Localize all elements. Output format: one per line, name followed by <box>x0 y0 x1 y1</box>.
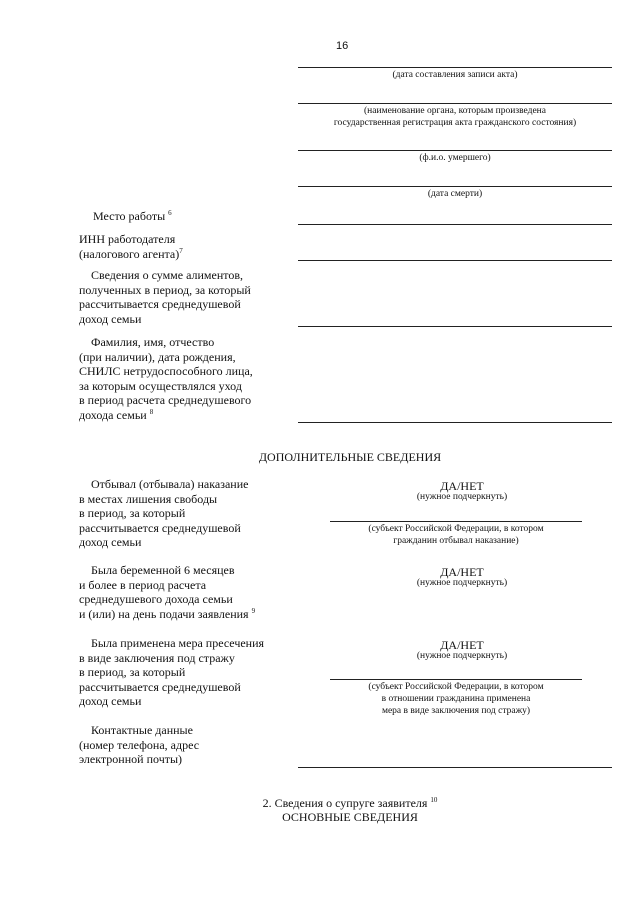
detention-caption-line1: (субъект Российской Федерации, в котором <box>368 682 544 692</box>
alimony-label: Сведения о сумме алиментов, полученных в период, за который рассчитывается среднедушевой доход семьи <box>79 268 251 326</box>
footnote-9: 9 <box>251 606 256 615</box>
prison-caption-line1: (субъект Российской Федерации, в котором <box>368 524 544 534</box>
death-date-caption: (дата смерти) <box>427 189 483 199</box>
footnote-6: 6 <box>168 209 172 217</box>
detention-yes-no[interactable]: ДА/НЕТ <box>440 638 484 652</box>
footnote-7: 7 <box>179 246 183 255</box>
prison-region-field[interactable] <box>330 521 582 522</box>
authority-caption-line1: (наименование органа, которым произведена <box>364 106 546 116</box>
act-date-caption: (дата составления записи акта) <box>392 70 518 80</box>
alimony-field[interactable] <box>298 326 612 327</box>
deceased-name-line <box>298 150 612 151</box>
act-date-line <box>298 67 612 68</box>
employer-inn-field[interactable] <box>298 260 612 261</box>
section2-subtitle: ОСНОВНЫЕ СВЕДЕНИЯ <box>282 810 418 824</box>
contacts-label: Контактные данные (номер телефона, адрес электронной почты) <box>79 723 200 766</box>
detention-label: Была применена мера пресечения в виде заключения под стражу в период, за который рассчитывается среднедушевой доход семьи <box>79 636 265 708</box>
additional-heading: ДОПОЛНИТЕЛЬНЫЕ СВЕДЕНИЯ <box>258 450 442 464</box>
authority-line <box>298 103 612 104</box>
prison-caption-line2: гражданин отбывал наказание) <box>393 536 519 546</box>
prison-hint: (нужное подчеркнуть) <box>416 492 508 502</box>
workplace-field[interactable] <box>298 224 612 225</box>
prison-label: Отбывал (отбывала) наказание в местах лишения свободы в период, за который рассчитывается среднедушевой доход семьи <box>79 477 249 549</box>
care-label: Фамилия, имя, отчество (при наличии), дата рождения, СНИЛС нетрудоспособного лица, за которым осуществлялся уход в период расчета среднедушевого дохода семьи $^8$ <box>79 335 253 422</box>
care-field[interactable] <box>298 422 612 423</box>
contacts-field[interactable] <box>298 767 612 768</box>
detention-region-field[interactable] <box>330 679 582 680</box>
authority-caption-line2: государственная регистрация акта гражданского состояния) <box>333 118 577 128</box>
pregnant-yes-no[interactable]: ДА/НЕТ <box>440 565 484 579</box>
detention-caption-line2: в отношении гражданина применена <box>381 694 531 704</box>
detention-hint: (нужное подчеркнуть) <box>416 651 508 661</box>
section2-title: 2. Сведения о супруге заявителя $^{10}$ <box>262 796 438 810</box>
footnote-8: 8 <box>149 407 154 416</box>
workplace-label: Место работы $^6$ <box>93 209 172 223</box>
footnote-10: 10 <box>430 796 438 804</box>
prison-yes-no[interactable]: ДА/НЕТ <box>440 479 484 493</box>
pregnant-hint: (нужное подчеркнуть) <box>416 578 508 588</box>
death-date-line <box>298 186 612 187</box>
pregnant-label: Была беременной 6 месяцев и более в период расчета среднедушевого дохода семьи и (или) на день подачи заявления $^9$ <box>79 563 256 621</box>
detention-caption-line3: мера в виде заключения под стражу) <box>381 706 531 716</box>
page-number: 16 <box>336 40 349 52</box>
employer-inn-label: ИНН работодателя (налогового агента)$^7$ <box>79 232 183 261</box>
deceased-name-caption: (ф.и.о. умершего) <box>419 153 491 163</box>
